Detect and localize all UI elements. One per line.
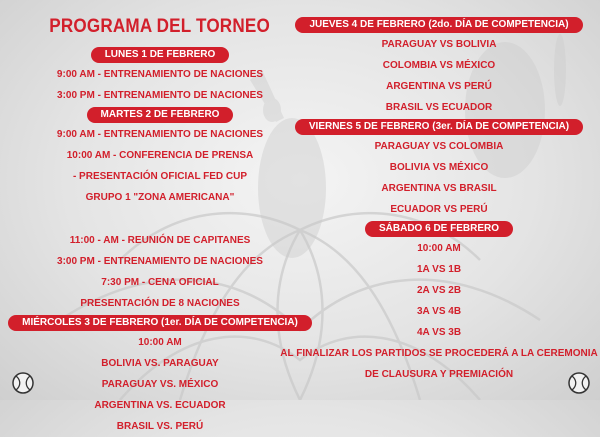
schedule-item: 3:00 PM - ENTRENAMIENTO DE NACIONES xyxy=(57,256,263,267)
match-item: BOLIVIA VS MÉXICO xyxy=(389,162,489,173)
match-item: 4A VS 3B xyxy=(416,327,462,338)
schedule-item: GRUPO 1 "ZONA AMERICANA" xyxy=(85,192,235,203)
schedule-item: 10:00 AM xyxy=(417,243,461,254)
match-item: ARGENTINA VS PERÚ xyxy=(386,81,492,92)
right-column xyxy=(280,0,598,385)
schedule-item: 3:00 PM - ENTRENAMIENTO DE NACIONES xyxy=(57,90,263,101)
schedule-item: 11:00 - AM - REUNIÓN DE CAPITANES xyxy=(69,235,251,246)
schedule-item: 10:00 AM xyxy=(138,337,182,348)
match-item: BRASIL VS. PERÚ xyxy=(116,421,204,432)
match-item: 3A VS 4B xyxy=(416,306,462,317)
schedule-item: 9:00 AM - ENTRENAMIENTO DE NACIONES xyxy=(56,129,264,140)
match-item: 2A VS 2B xyxy=(416,285,462,296)
schedule-item: 10:00 AM - CONFERENCIA DE PRENSA xyxy=(66,150,254,161)
day-header-friday: VIERNES 5 DE FEBRERO (3er. DÍA DE COMPETENCIA) xyxy=(295,119,583,135)
match-item: 1A VS 1B xyxy=(416,264,462,275)
left-column xyxy=(22,0,298,437)
day-header-monday: LUNES 1 DE FEBRERO xyxy=(91,47,230,63)
schedule-item: 9:00 AM - ENTRENAMIENTO DE NACIONES xyxy=(56,69,264,80)
day-header-wednesday: MIÉRCOLES 3 DE FEBRERO (1er. DÍA DE COMPETENCIA) xyxy=(8,315,312,331)
schedule-item: 7:30 PM - CENA OFICIAL xyxy=(101,277,219,288)
match-item: PARAGUAY VS COLOMBIA xyxy=(374,141,504,152)
match-item: BOLIVIA VS. PARAGUAY xyxy=(101,358,219,369)
day-header-saturday: SÁBADO 6 DE FEBRERO xyxy=(365,221,513,237)
closing-note: DE CLAUSURA Y PREMIACIÓN xyxy=(364,369,514,380)
day-header-tuesday: MARTES 2 DE FEBRERO xyxy=(87,107,234,123)
match-item: ARGENTINA VS BRASIL xyxy=(381,183,497,194)
tennis-ball-icon xyxy=(568,372,590,394)
schedule-item: - PRESENTACIÓN OFICIAL FED CUP xyxy=(72,171,248,182)
match-item: COLOMBIA VS MÉXICO xyxy=(382,60,496,71)
match-item: ECUADOR VS PERÚ xyxy=(390,204,488,215)
match-item: PARAGUAY VS. MÉXICO xyxy=(101,379,219,390)
tennis-ball-icon xyxy=(12,372,34,394)
match-item: BRASIL VS ECUADOR xyxy=(385,102,493,113)
match-item: PARAGUAY VS BOLIVIA xyxy=(381,39,497,50)
schedule-item: PRESENTACIÓN DE 8 NACIONES xyxy=(80,298,240,309)
match-item: ARGENTINA VS. ECUADOR xyxy=(94,400,226,411)
page-title: PROGRAMA DEL TORNEO xyxy=(49,16,271,37)
closing-note: AL FINALIZAR LOS PARTIDOS SE PROCEDERÁ A LA CEREMONIA xyxy=(280,348,598,359)
day-header-thursday: JUEVES 4 DE FEBRERO (2do. DÍA DE COMPETENCIA) xyxy=(295,17,582,33)
